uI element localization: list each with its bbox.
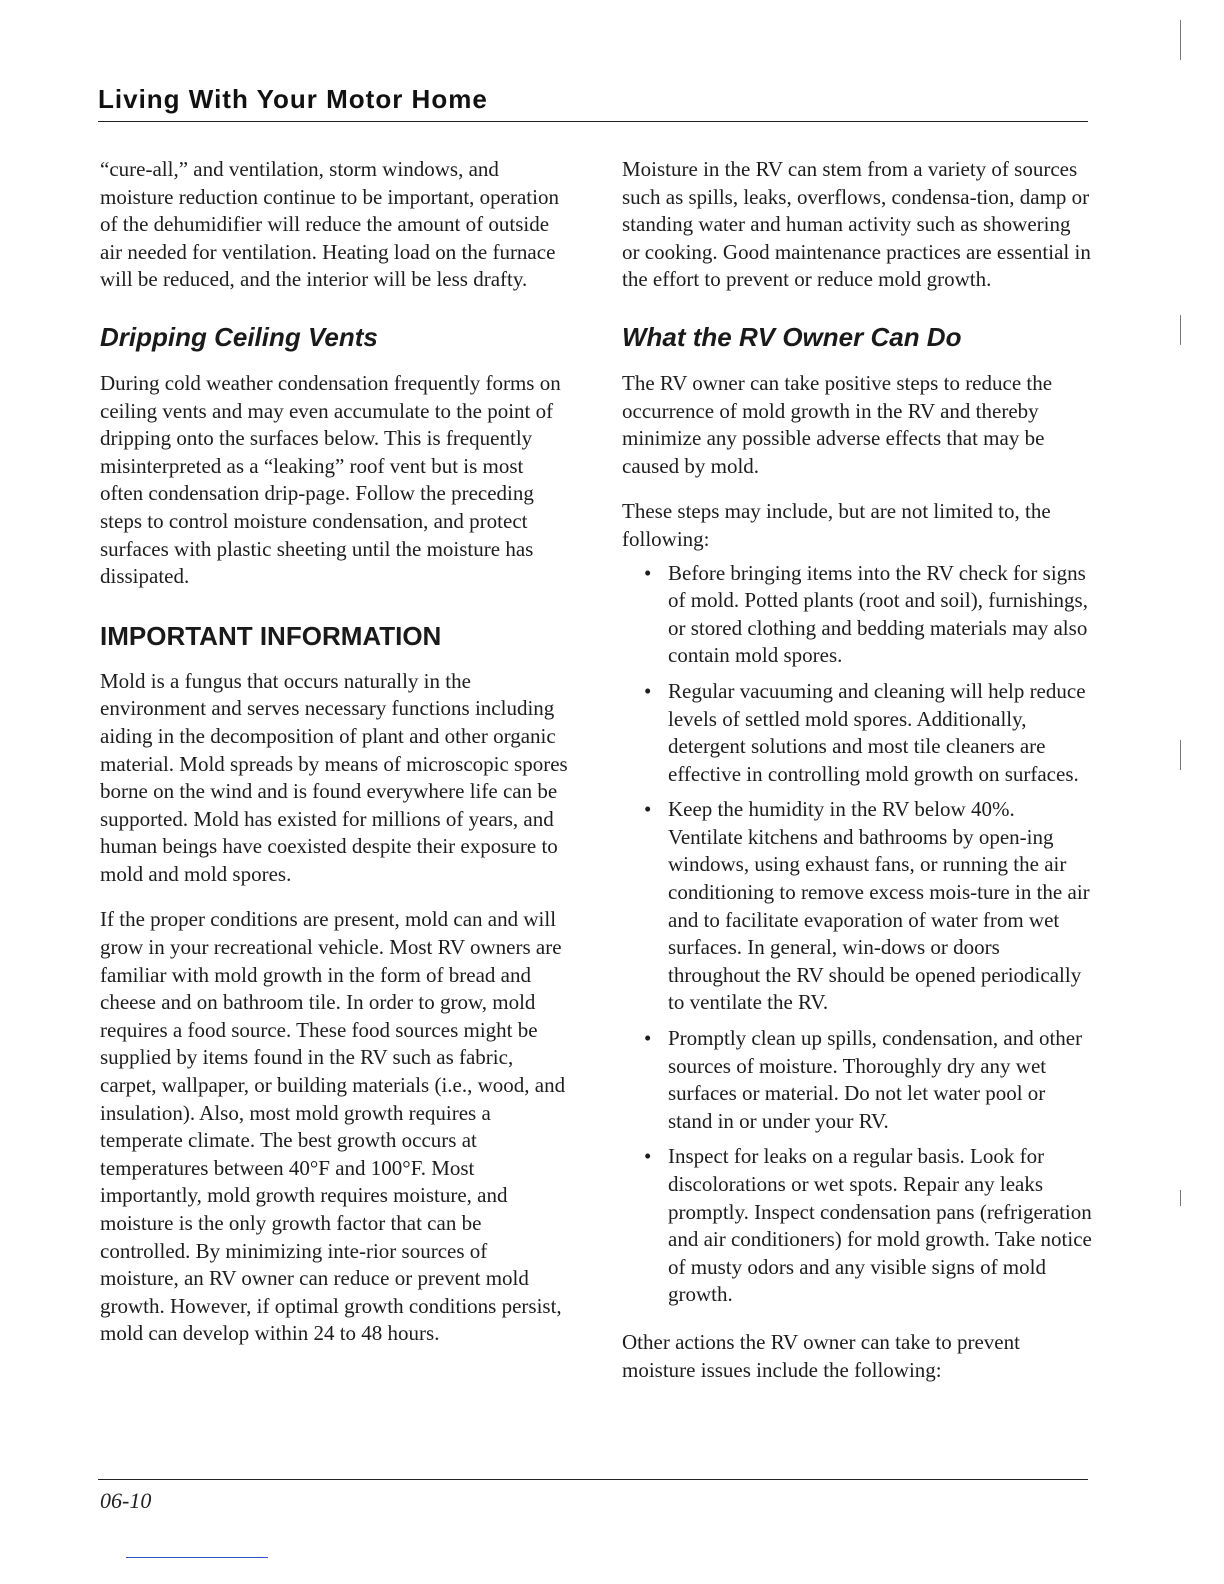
left-intro-paragraph: “cure-all,” and ventilation, storm windows, and moisture reduction continue to be important, operation of the dehumidifier will reduce the amount of outside air needed for ventilation. Heating load on the furnace will be reduced, and the interior will be less drafty. (100, 157, 559, 292)
page-number: 06-10 (100, 1488, 152, 1513)
blue-underline-mark (126, 1557, 268, 1558)
closing-paragraph: Other actions the RV owner can take to prevent moisture issues include the following: (622, 1329, 1020, 1382)
mold-prevention-list (622, 560, 1092, 1309)
list-item (622, 796, 1092, 1017)
left-column (100, 156, 570, 1366)
scan-edge-mark (1180, 1190, 1181, 1206)
list-item (622, 1143, 1092, 1309)
footer-rule (98, 1479, 1088, 1480)
mold-paragraph-1: Mold is a fungus that occurs naturally in the environment and serves necessary functions including aiding in the decomposition of plant and other organic material. Mold spreads by means of microscopic spores borne on the wind and is found everywhere life can be supported. Mold has existed for millions of years, and human beings have coexisted despite their exposure to mold and mold spores. (100, 668, 568, 886)
list-item (622, 560, 1092, 670)
right-intro-paragraph: Moisture in the RV can stem from a variety of sources such as spills, leaks, overflows, condensa-tion, damp or standing water and human activity such as showering or cooking. Good maintenance practices are essential in the effort to prevent or reduce mold growth. (622, 157, 1091, 292)
list-item (622, 1025, 1092, 1135)
bullet-icon: • (644, 1026, 652, 1051)
list-item-text: Keep the humidity in the RV below 40%. Ventilate kitchens and bathrooms by open-ing windows, using exhaust fans, or running the air conditioning to remove excess mois-ture in the air and to facilitate evaporation of water from wet surfaces. In general, win-dows or doors throughout the RV should be opened periodically to ventilate the RV. (668, 797, 1090, 1015)
list-item-text: Inspect for leaks on a regular basis. Look for discolorations or wet spots. Repair any leaks promptly. Inspect condensation pans (refrigeration and air conditioners) for mold growth. Take notice of musty odors and any visible signs of mold growth. (668, 1144, 1092, 1307)
bullet-icon: • (644, 1144, 652, 1169)
dripping-vents-heading: Dripping Ceiling Vents (100, 321, 378, 352)
scan-edge-mark (1180, 740, 1181, 770)
dripping-vents-paragraph: During cold weather condensation frequently forms on ceiling vents and may even accumulate to the point of dripping onto the surfaces below. This is frequently misinterpreted as a “leaking” roof vent but is most often condensation drip-page. Follow the preceding steps to control moisture condensation, and protect surfaces with plastic sheeting until the moisture has dissipated. (100, 370, 561, 589)
scan-edge-mark (1180, 315, 1181, 345)
mold-paragraph-2: If the proper conditions are present, mold can and will grow in your recreational vehicle. Most RV owners are familiar with mold growth in the form of bread and cheese and on bathroom tile. In order to grow, mold requires a food source. These food sources might be supplied by items found in the RV such as fabric, carpet, wallpaper, or building materials (i.e., wood, and insulation). Also, most mold growth requires a temperate climate. The best growth occurs at temperatures between 40°F and 100°F. Most importantly, mold growth requires moisture, and moisture is the only growth factor that can be controlled. By minimizing inte-rior sources of moisture, an RV owner can reduce or prevent mold growth. However, if optimal growth conditions persist, mold can develop within 24 to 48 hours. (100, 907, 566, 1346)
important-information-heading: IMPORTANT INFORMATION (100, 620, 442, 651)
rv-owner-paragraph-2: These steps may include, but are not limited to, the following: (622, 499, 1051, 551)
scan-edge-mark (1180, 20, 1181, 60)
right-column (622, 156, 1092, 1402)
list-item (622, 678, 1092, 788)
list-item-text: Promptly clean up spills, condensation, and other sources of moisture. Thoroughly dry any wet surfaces or material. Do not let water pool or stand in or under your RV. (668, 1026, 1083, 1133)
page-header-title: Living With Your Motor Home (98, 84, 488, 114)
header-rule (98, 121, 1088, 122)
list-item-text: Regular vacuuming and cleaning will help reduce levels of settled mold spores. Additionally, detergent solutions and most tile cleaners are effective in controlling mold growth on surfaces. (668, 678, 1086, 786)
rv-owner-heading: What the RV Owner Can Do (622, 321, 962, 352)
bullet-icon: • (644, 560, 652, 585)
list-item-text: Before bringing items into the RV check for signs of mold. Potted plants (root and soil), furnishings, or stored clothing and bedding materials may also contain mold spores. (668, 560, 1088, 668)
bullet-icon: • (644, 678, 652, 703)
bullet-icon: • (644, 797, 652, 822)
rv-owner-paragraph-1: The RV owner can take positive steps to reduce the occurrence of mold growth in the RV and thereby minimize any possible adverse effects that may be caused by mold. (622, 370, 1053, 478)
